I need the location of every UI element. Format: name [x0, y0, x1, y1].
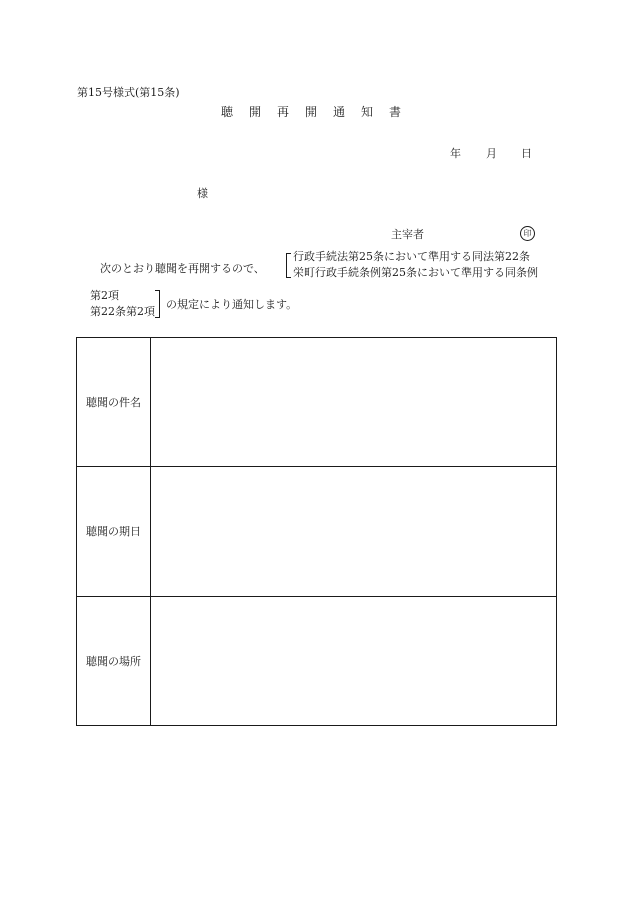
- clause-option-2: 第22条第2項: [90, 305, 155, 318]
- clause-option-1: 第2項: [90, 289, 119, 302]
- date-day-label: 日: [521, 147, 532, 160]
- table-row: [77, 467, 557, 596]
- right-bracket: [155, 290, 160, 318]
- hearing-place-label: 聴聞の場所: [77, 596, 151, 725]
- hearing-date-field[interactable]: [151, 467, 557, 596]
- hearing-date-label: 聴聞の期日: [77, 467, 151, 596]
- addressee-suffix: 様: [197, 187, 208, 200]
- form-number: 第15号様式(第15条): [77, 86, 180, 99]
- hearing-place-field[interactable]: [151, 596, 557, 725]
- seal-mark: 印: [520, 226, 535, 241]
- body-lead-text: 次のとおり聴聞を再開するので、: [100, 262, 265, 275]
- body-tail-text: の規定により通知します。: [166, 298, 298, 311]
- legal-basis-option-2: 栄町行政手続条例第25条において準用する同条例: [293, 266, 538, 279]
- date-month-label: 月: [486, 147, 497, 160]
- left-bracket: [286, 253, 291, 278]
- table-row: [77, 338, 557, 467]
- document-title: 聴開再開通知書: [221, 105, 418, 119]
- presider-label: 主宰者: [391, 228, 424, 241]
- legal-basis-option-1: 行政手続法第25条において準用する同法第22条: [293, 250, 530, 263]
- hearing-subject-label: 聴聞の件名: [77, 338, 151, 467]
- hearing-subject-field[interactable]: [151, 338, 557, 467]
- hearing-info-table: [76, 337, 557, 726]
- table-row: [77, 596, 557, 725]
- date-year-label: 年: [450, 147, 461, 160]
